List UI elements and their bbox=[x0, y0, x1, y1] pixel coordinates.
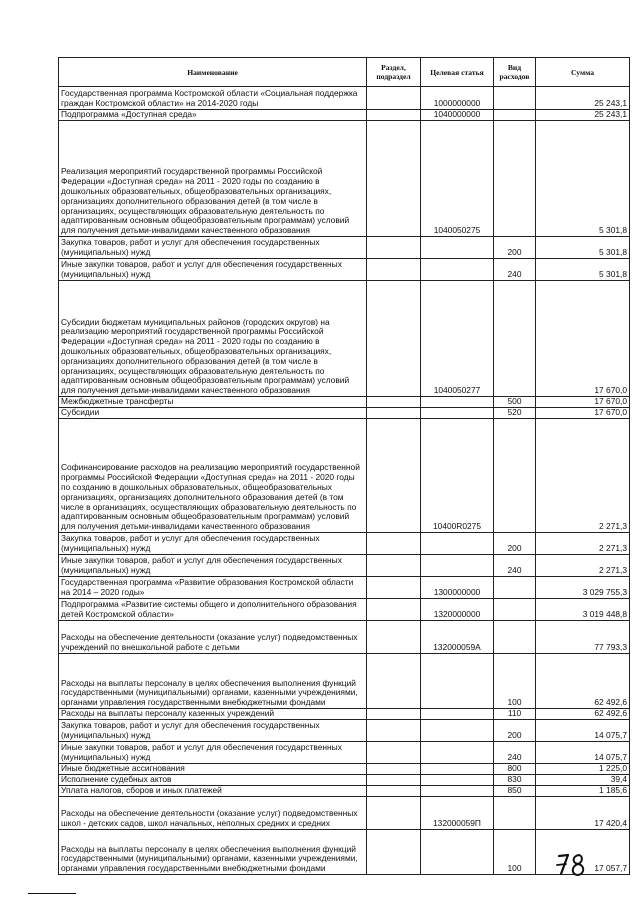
cell-name: Софинансирование расходов на реализацию мероприятий государственной программы Российской Федерации «Доступная среда» на 2011 - 2020 годы по созданию в дошкольных образовательных, общеобразовательных организациях, организациях дополнительного образования детей (в том числе в организациях, осуществляющих образовательную деятельность по адаптированным основным общеобразовательным программам) условий для получения детьми-инвалидами качественного образования bbox=[59, 419, 367, 533]
cell-article: 10400R0275 bbox=[421, 419, 494, 533]
cell-kind: 240 bbox=[494, 259, 536, 281]
table-row bbox=[59, 830, 630, 875]
cell-name: Расходы на выплаты персоналу казенных учреждений bbox=[59, 709, 367, 720]
cell-kind: 200 bbox=[494, 533, 536, 555]
cell-sum: 25 243,1 bbox=[536, 110, 630, 121]
handwritten-page-number bbox=[553, 852, 589, 878]
cell-article: 1040050275 bbox=[421, 121, 494, 237]
cell-kind: 200 bbox=[494, 237, 536, 259]
budget-sheet bbox=[58, 57, 629, 875]
cell-name: Подпрограмма «Развитие системы общего и дополнительного образования детей Костромской области» bbox=[59, 599, 367, 621]
table-row bbox=[59, 654, 630, 709]
table-row bbox=[59, 720, 630, 742]
footer-rule bbox=[28, 893, 76, 894]
cell-kind bbox=[494, 599, 536, 621]
cell-article bbox=[421, 775, 494, 786]
cell-sum: 25 243,1 bbox=[536, 87, 630, 110]
cell-name: Иные закупки товаров, работ и услуг для обеспечения государственных (муниципальных) нужд bbox=[59, 555, 367, 577]
cell-name: Исполнение судебных актов bbox=[59, 775, 367, 786]
table-row bbox=[59, 533, 630, 555]
cell-name: Закупка товаров, работ и услуг для обеспечения государственных (муниципальных) нужд bbox=[59, 533, 367, 555]
cell-article bbox=[421, 654, 494, 709]
table-row bbox=[59, 621, 630, 654]
cell-name: Иные закупки товаров, работ и услуг для обеспечения государственных (муниципальных) нужд bbox=[59, 259, 367, 281]
cell-kind: 100 bbox=[494, 830, 536, 875]
cell-name: Иные закупки товаров, работ и услуг для обеспечения государственных (муниципальных) нужд bbox=[59, 742, 367, 764]
cell-kind: 500 bbox=[494, 397, 536, 408]
cell-name: Расходы на выплаты персоналу в целях обеспечения выполнения функций государственными (муниципальными) органами, казенными учреждениями, органами управления государственными внебюджетными фондами bbox=[59, 830, 367, 875]
cell-kind: 110 bbox=[494, 709, 536, 720]
cell-article: 1040000000 bbox=[421, 110, 494, 121]
cell-sum: 39,4 bbox=[536, 775, 630, 786]
header-name: Наименование bbox=[59, 58, 367, 87]
table-row bbox=[59, 408, 630, 419]
cell-kind: 830 bbox=[494, 775, 536, 786]
cell-section bbox=[367, 577, 421, 599]
cell-article bbox=[421, 533, 494, 555]
cell-section bbox=[367, 775, 421, 786]
cell-article: 1040050277 bbox=[421, 281, 494, 397]
table-row bbox=[59, 397, 630, 408]
cell-article bbox=[421, 764, 494, 775]
cell-article bbox=[421, 742, 494, 764]
cell-section bbox=[367, 397, 421, 408]
cell-sum: 1 225,0 bbox=[536, 764, 630, 775]
budget-table bbox=[58, 57, 630, 875]
table-row bbox=[59, 110, 630, 121]
cell-sum: 17 670,0 bbox=[536, 281, 630, 397]
table-row bbox=[59, 764, 630, 775]
cell-sum: 5 301,8 bbox=[536, 259, 630, 281]
cell-article bbox=[421, 397, 494, 408]
cell-article bbox=[421, 830, 494, 875]
cell-article: 1300000000 bbox=[421, 577, 494, 599]
header-kind: Вид расходов bbox=[494, 58, 536, 87]
cell-article bbox=[421, 259, 494, 281]
table-row bbox=[59, 419, 630, 533]
cell-name: Расходы на обеспечение деятельности (оказание услуг) подведомственных учреждений по внешкольной работе с детьми bbox=[59, 621, 367, 654]
cell-name: Государственная программа «Развитие образования Костромской области на 2014 – 2020 годы» bbox=[59, 577, 367, 599]
cell-section bbox=[367, 621, 421, 654]
table-row bbox=[59, 742, 630, 764]
cell-kind: 200 bbox=[494, 720, 536, 742]
cell-name: Межбюджетные трансферты bbox=[59, 397, 367, 408]
cell-article: 132000059П bbox=[421, 797, 494, 830]
cell-sum: 3 019 448,8 bbox=[536, 599, 630, 621]
cell-name: Уплата налогов, сборов и иных платежей bbox=[59, 786, 367, 797]
cell-section bbox=[367, 237, 421, 259]
table-row bbox=[59, 555, 630, 577]
table-row bbox=[59, 577, 630, 599]
cell-sum: 62 492,6 bbox=[536, 654, 630, 709]
cell-kind bbox=[494, 797, 536, 830]
header-sum: Сумма bbox=[536, 58, 630, 87]
table-row bbox=[59, 237, 630, 259]
cell-kind: 850 bbox=[494, 786, 536, 797]
cell-section bbox=[367, 281, 421, 397]
cell-article bbox=[421, 408, 494, 419]
cell-name: Подпрограмма «Доступная среда» bbox=[59, 110, 367, 121]
cell-section bbox=[367, 742, 421, 764]
cell-sum: 17 670,0 bbox=[536, 397, 630, 408]
cell-sum: 14 075,7 bbox=[536, 720, 630, 742]
header-section: Раздел, подраздел bbox=[367, 58, 421, 87]
cell-name: Иные бюджетные ассигнования bbox=[59, 764, 367, 775]
table-row bbox=[59, 259, 630, 281]
cell-name: Субсидии bbox=[59, 408, 367, 419]
table-header-row bbox=[59, 58, 630, 87]
cell-kind bbox=[494, 121, 536, 237]
cell-kind: 240 bbox=[494, 555, 536, 577]
cell-name: Расходы на выплаты персоналу в целях обеспечения выполнения функций государственными (муниципальными) органами, казенными учреждениями, органами управления государственными внебюджетными фондами bbox=[59, 654, 367, 709]
cell-section bbox=[367, 121, 421, 237]
cell-name: Расходы на обеспечение деятельности (оказание услуг) подведомственных школ - детских садов, школ начальных, неполных средних и средних bbox=[59, 797, 367, 830]
cell-kind bbox=[494, 110, 536, 121]
cell-article bbox=[421, 237, 494, 259]
cell-section bbox=[367, 720, 421, 742]
cell-sum: 2 271,3 bbox=[536, 555, 630, 577]
cell-kind bbox=[494, 87, 536, 110]
cell-name: Государственная программа Костромской области «Социальная поддержка граждан Костромской области» на 2014-2020 годы bbox=[59, 87, 367, 110]
table-row bbox=[59, 775, 630, 786]
cell-section bbox=[367, 259, 421, 281]
cell-sum: 14 075,7 bbox=[536, 742, 630, 764]
cell-kind: 240 bbox=[494, 742, 536, 764]
cell-section bbox=[367, 87, 421, 110]
cell-article: 1000000000 bbox=[421, 87, 494, 110]
cell-article bbox=[421, 555, 494, 577]
cell-section bbox=[367, 110, 421, 121]
cell-article bbox=[421, 709, 494, 720]
cell-kind: 520 bbox=[494, 408, 536, 419]
cell-sum: 1 185,6 bbox=[536, 786, 630, 797]
cell-sum: 17 670,0 bbox=[536, 408, 630, 419]
cell-article: 132000059А bbox=[421, 621, 494, 654]
cell-kind bbox=[494, 577, 536, 599]
cell-kind: 100 bbox=[494, 654, 536, 709]
cell-sum: 17 057,7 bbox=[536, 830, 630, 875]
table-row bbox=[59, 599, 630, 621]
cell-kind bbox=[494, 419, 536, 533]
cell-section bbox=[367, 830, 421, 875]
cell-article bbox=[421, 786, 494, 797]
cell-sum: 77 793,3 bbox=[536, 621, 630, 654]
cell-kind bbox=[494, 281, 536, 397]
header-article: Целевая статья bbox=[421, 58, 494, 87]
table-row bbox=[59, 797, 630, 830]
table-row bbox=[59, 121, 630, 237]
table-row bbox=[59, 786, 630, 797]
table-row bbox=[59, 87, 630, 110]
cell-section bbox=[367, 654, 421, 709]
cell-sum: 17 420,4 bbox=[536, 797, 630, 830]
cell-article: 1320000000 bbox=[421, 599, 494, 621]
cell-section bbox=[367, 709, 421, 720]
cell-section bbox=[367, 786, 421, 797]
cell-name: Субсидии бюджетам муниципальных районов (городских округов) на реализацию мероприятий государственной программы Российской Федерации «Доступная среда» на 2011 - 2020 годы по созданию в дошкольных образовательных, общеобразовательных организациях, организациях дополнительного образования детей (в том числе в организациях, осуществляющих образовательную деятельность по адаптированным основным общеобразовательным программам) условий для получения детьми-инвалидами качественного образования bbox=[59, 281, 367, 397]
cell-section bbox=[367, 419, 421, 533]
cell-sum: 2 271,3 bbox=[536, 419, 630, 533]
cell-sum: 62 492,6 bbox=[536, 709, 630, 720]
cell-sum: 5 301,8 bbox=[536, 121, 630, 237]
cell-section bbox=[367, 599, 421, 621]
cell-sum: 3 029 755,3 bbox=[536, 577, 630, 599]
cell-article bbox=[421, 720, 494, 742]
cell-kind bbox=[494, 621, 536, 654]
cell-section bbox=[367, 797, 421, 830]
table-row bbox=[59, 281, 630, 397]
cell-section bbox=[367, 555, 421, 577]
table-body bbox=[59, 87, 630, 875]
cell-name: Закупка товаров, работ и услуг для обеспечения государственных (муниципальных) нужд bbox=[59, 237, 367, 259]
cell-section bbox=[367, 408, 421, 419]
table-row bbox=[59, 709, 630, 720]
cell-section bbox=[367, 533, 421, 555]
cell-name: Закупка товаров, работ и услуг для обеспечения государственных (муниципальных) нужд bbox=[59, 720, 367, 742]
cell-sum: 2 271,3 bbox=[536, 533, 630, 555]
cell-name: Реализация мероприятий государственной программы Российской Федерации «Доступная среда» на 2011 - 2020 годы по созданию в дошкольных образовательных, общеобразовательных организациях, организациях дополнительного образования детей (в том числе в организациях, осуществляющих образовательную деятельность по адаптированным основным общеобразовательным программам) условий для получения детьми-инвалидами качественного образования bbox=[59, 121, 367, 237]
cell-kind: 800 bbox=[494, 764, 536, 775]
cell-sum: 5 301,8 bbox=[536, 237, 630, 259]
cell-section bbox=[367, 764, 421, 775]
